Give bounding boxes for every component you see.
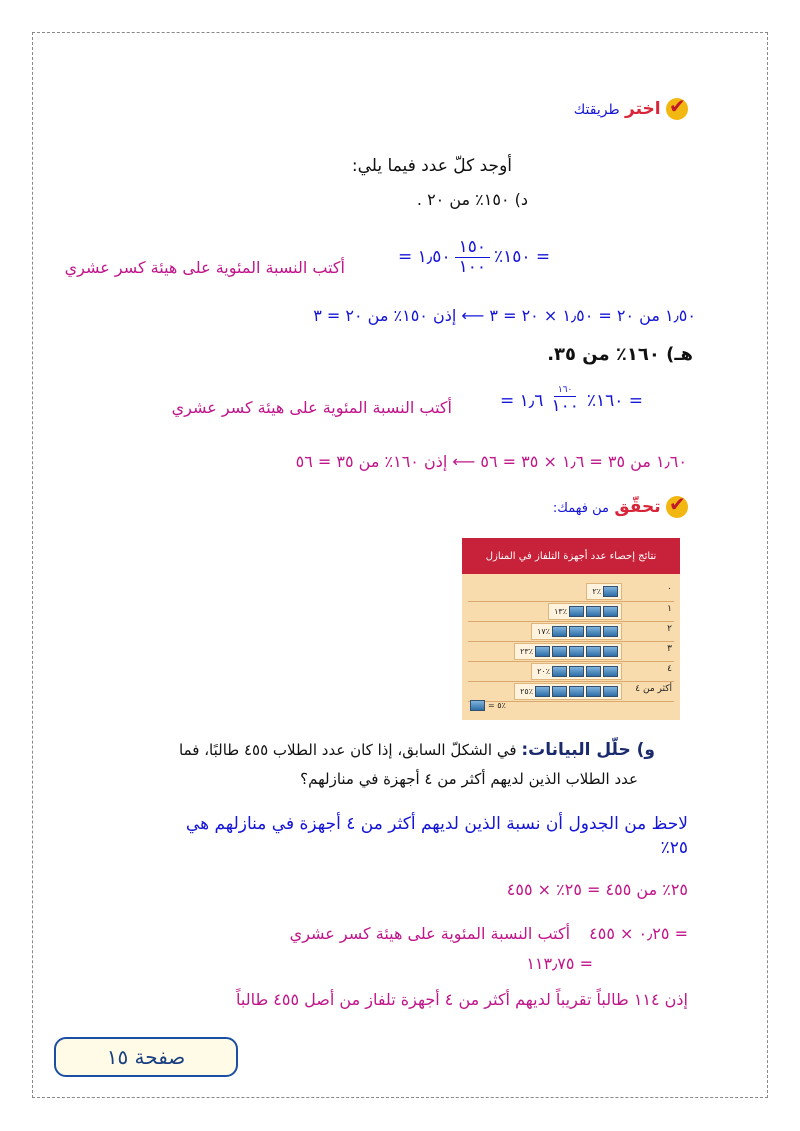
row-label: ٣ xyxy=(667,644,672,654)
h-step2: ١٫٦٠ من ٣٥ = ١٫٦ × ٣٥ = ٥٦ ⟵ إذن ١٦٠٪ من ٣٥ = ٥٦ xyxy=(295,452,687,471)
tv-icon xyxy=(586,666,601,677)
table-row xyxy=(468,662,674,682)
tv-icon xyxy=(552,686,567,697)
answer-line1b: ٢٥٪ xyxy=(660,838,688,858)
row-percent: ٢٥٪ xyxy=(520,687,533,696)
tv-icon xyxy=(603,686,618,697)
h-fraction xyxy=(547,386,582,416)
problem-d: د) ١٥٠٪ من ٢٠ . xyxy=(416,190,528,209)
choose-method-header xyxy=(574,98,688,120)
tv-icon xyxy=(603,606,618,617)
answer-line3 xyxy=(290,924,688,943)
icon-bar xyxy=(514,683,622,700)
choose-method-subtitle: طريقتك xyxy=(573,102,620,118)
tv-icon xyxy=(535,686,550,697)
question-line1 xyxy=(179,740,655,760)
d-step2: ١٫٥٠ من ٢٠ = ١٫٥٠ × ٢٠ = ٣ ⟵ إذن ١٥٠٪ من ٢٠ = ٣ xyxy=(313,306,696,325)
tv-icon xyxy=(535,646,550,657)
h-note: أكتب النسبة المئوية على هيئة كسر عشري xyxy=(171,398,452,417)
icon-bar xyxy=(531,663,622,680)
tv-icon xyxy=(603,646,618,657)
row-label: ٤ xyxy=(667,664,672,674)
icon-bar xyxy=(586,583,622,600)
tv-icon xyxy=(586,606,601,617)
row-percent: ٢٠٪ xyxy=(537,667,550,676)
tv-icon xyxy=(569,646,584,657)
tv-icon xyxy=(569,666,584,677)
check-understanding-header xyxy=(553,496,688,518)
h-denominator: ١٠٠ xyxy=(551,395,579,416)
icon-bar xyxy=(514,643,622,660)
question-label: و) حلّل البيانات: xyxy=(521,740,655,760)
tv-icon xyxy=(586,686,601,697)
question-text-1: في الشكلّ السابق، إذا كان عدد الطلاب ٤٥٥ طالبًا، فما xyxy=(179,741,517,759)
answer3-expr: = ٠٫٢٥ × ٤٥٥ xyxy=(589,924,688,943)
row-label: ١ xyxy=(667,604,672,614)
h-equation xyxy=(500,386,643,416)
answer3-note: أكتب النسبة المئوية على هيئة كسر عشري xyxy=(289,924,571,943)
answer-line4: = ١١٣٫٧٥ xyxy=(526,954,593,973)
d-equation xyxy=(398,238,550,276)
answer-line2: ٢٥٪ من ٤٥٥ = ٢٥٪ × ٤٥٥ xyxy=(506,880,688,899)
tv-icon xyxy=(569,606,584,617)
table-row xyxy=(468,582,674,602)
answer-line1: لاحظ من الجدول أن نسبة الذين لديهم أكثر من ٤ أجهزة في منازلهم هي xyxy=(185,814,688,834)
table-rows xyxy=(468,582,674,702)
icon-bar xyxy=(548,603,622,620)
icon-bar xyxy=(531,623,622,640)
checkmark-icon xyxy=(666,98,688,120)
row-label: ٠ xyxy=(667,584,672,594)
table-row xyxy=(468,622,674,642)
d-fraction xyxy=(455,238,490,276)
check-subtitle: من فهمك: xyxy=(552,501,609,516)
question-line2: عدد الطلاب الذين لديهم أكثر من ٤ أجهزة في منازلهم؟ xyxy=(300,770,638,788)
page-number-box: صفحة ١٥ xyxy=(54,1037,238,1077)
tv-icon xyxy=(470,700,485,711)
tv-icon xyxy=(569,686,584,697)
row-percent: ١٧٪ xyxy=(537,627,550,636)
checkmark-icon xyxy=(666,496,688,518)
d-note: أكتب النسبة المئوية على هيئة كسر عشري xyxy=(64,258,345,277)
check-title: تحقّق xyxy=(614,497,661,517)
choose-method-title: اختر xyxy=(625,99,661,119)
table-row xyxy=(468,602,674,622)
tv-icon xyxy=(603,666,618,677)
h-numerator: ١٦٠ xyxy=(554,386,577,397)
tv-icon xyxy=(603,626,618,637)
row-percent: ٢٣٪ xyxy=(520,647,533,656)
table-row xyxy=(468,682,674,702)
tv-icon xyxy=(552,626,567,637)
row-label: ٢ xyxy=(667,624,672,634)
d-percent: ٪١٥٠ = xyxy=(493,247,551,268)
tv-icon xyxy=(552,666,567,677)
tv-icon xyxy=(586,626,601,637)
row-percent: ١٣٪ xyxy=(554,607,567,616)
d-denominator: ١٠٠ xyxy=(458,256,486,277)
row-label: أكثر من ٤ xyxy=(635,684,672,694)
answer-line5: إذن ١١٤ طالباً تقريباً لديهم أكثر من ٤ أجهزة تلفاز من أصل ٤٥٥ طالباً xyxy=(236,990,688,1009)
table-key xyxy=(470,700,506,711)
d-numerator: ١٥٠ xyxy=(455,238,490,258)
tv-survey-table xyxy=(462,538,680,720)
key-label: = ٥٪ xyxy=(488,701,506,710)
tv-icon xyxy=(603,586,618,597)
d-decimal: = ١٫٥٠ xyxy=(398,247,451,268)
table-title: نتائج إحصاء عدد أجهزة التلفاز في المنازل xyxy=(462,538,680,574)
tv-icon xyxy=(569,626,584,637)
problem-h: هـ) ١٦٠٪ من ٣٥. xyxy=(547,344,693,365)
intro-text: أوجد كلّ عدد فيما يلي: xyxy=(351,156,512,176)
h-decimal: = ١٫٦ xyxy=(500,390,544,411)
tv-icon xyxy=(586,646,601,657)
tv-icon xyxy=(552,646,567,657)
table-row xyxy=(468,642,674,662)
h-percent: ٪١٦٠ = xyxy=(586,390,644,411)
row-percent: ٢٪ xyxy=(592,587,601,596)
